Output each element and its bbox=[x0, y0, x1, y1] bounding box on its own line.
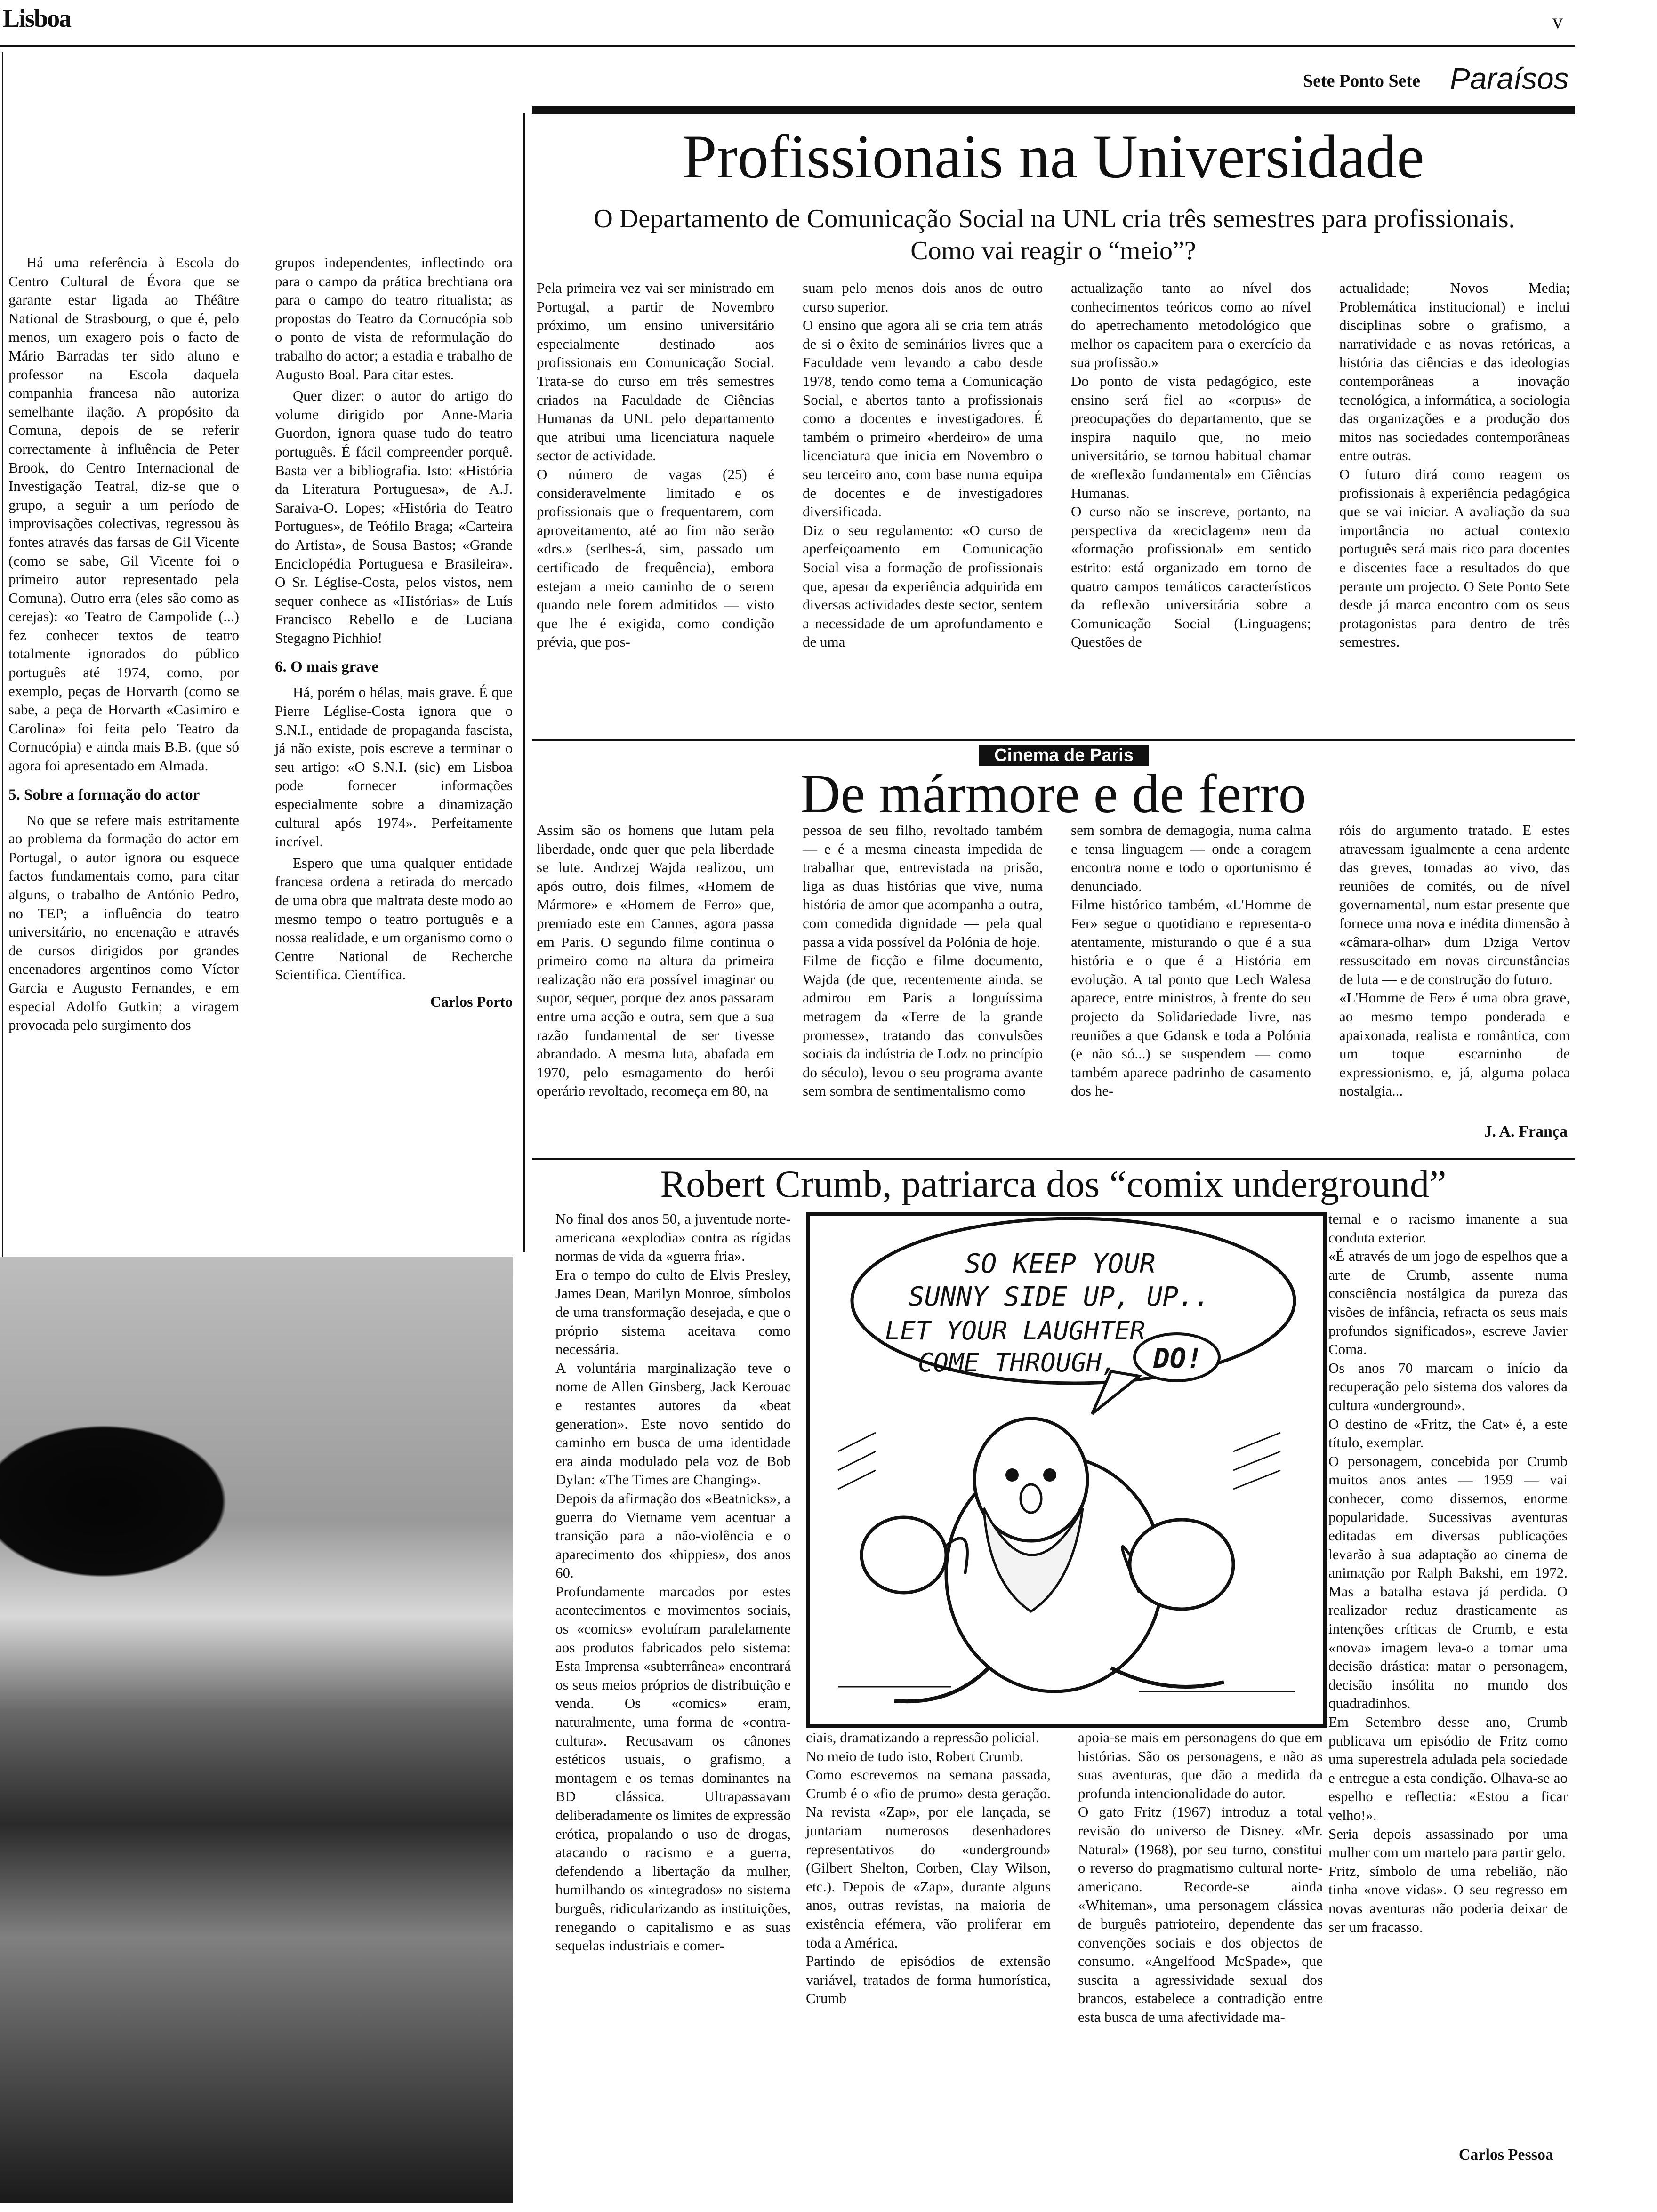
article2-col1: Assim são os homens que lutam pela liberdade, onde quer que pela liberdade se lute. Andrzej Wajda realizou, um após outro, dois filmes, «Homem de Mármore» e «Homem de Ferro» que, premiado este em Cannes, agora passa em Paris. O segundo filme continua o primeiro como na altura da primeira realização não era possível imaginar ou supor, sequer, porque dez anos passaram entre uma acção e outra, sem que a sua razão fundamental de ser tivesse abrandado. A mesma luta, abafada em 1970, pelo esmagamento do herói operário revoltado, recomeça em 80, na bbox=[537, 822, 774, 1099]
article2-title: De mármore e de ferro bbox=[800, 763, 1306, 825]
paragraph: No que se refere mais estritamente ao problema da formação do actor em Portugal, o autor ignora ou esquece factos fundamentais como, para citar alguns, o trabalho de António Pedro, no TEP; a influência do teatro universitário, no encenação e através de cursos dirigidos por grandes encenadores argentinos como Víctor Garcia e Augusto Fernandes, e em especial Adolfo Gutkin; a viragem provocada pelo surgimento dos bbox=[8, 811, 239, 1034]
crumb-comic-panel bbox=[806, 1212, 1327, 1728]
paragraph: Quer dizer: o autor do artigo do volume dirigido por Anne-Maria Guordon, ignora quase tudo do teatro português. É fácil compreender porquê. Basta ver a bibliografia. Isto: «História da Literatura Portuguesa», de A.J. Saraiva-O. Lopes; «História do Teatro Portugues», de Teófilo Braga; «Carteira do Artista», de Sousa Bastos; «Grande Enciclopédia Portuguesa e Brasileira». O Sr. Léglise-Costa, pelos vistos, nem sequer conhece as «Histórias» de Luís Francisco Rebello e de Luciana Stegagno Pichhio! bbox=[275, 387, 513, 646]
article2-byline: J. A. França bbox=[1484, 1123, 1568, 1140]
article1-bottom-rule bbox=[532, 739, 1575, 741]
article2-col2: pessoa de seu filho, revoltado também — e é a mesma cineasta impedida de trabalhar que, entrevistada na prisão, liga as duas histórias que vive, numa história de amor que acompanha a outra, com comedida dignidade — pela qual passa a vida possível da Polónia de hoje. Filme de ficção e filme documento, Wajda (de que, recentemente ainda, se admirou em Paris a longuíssima metragem da «Terre de la grande promesse», tratando das convulsões sociais da indústria de Lodz no princípio do século), levou o seu programa avante sem sombra de sentimentalismo como bbox=[803, 822, 1043, 1099]
article3-col3: apoia-se mais em personagens do que em histórias. São os personagens, e não as suas aventuras, que dão a medida da profunda intencionalidade do autor. O gato Fritz (1967) introduz a total revisão do universo de Disney. «Mr. Natural» (1968), por seu turno, constitui o reverso do pragmatismo cultural norte-americano. Recorde-se ainda «Whiteman», uma personagem clássica de burguês patrioteiro, dependente das convenções sociais e dos objectos de consumo. «Angelfood McSpade», que suscita a agressividade sexual dos brancos, estabelece a contradição entre esta busca de uma afectividade ma- bbox=[1078, 1729, 1323, 2025]
header-rule bbox=[0, 45, 1575, 47]
section-name: Paraísos bbox=[1450, 62, 1569, 96]
article3-col1: No final dos anos 50, a juventude norte-americana «explodia» contra as rígidas normas de vida da «guerra fria». Era o tempo do culto de Elvis Presley, James Dean, Marilyn Monroe, símbolos de uma transformação desejada, e que o próprio sistema aceitava como necessária. A voluntária marginalização teve o nome de Allen Ginsberg, Jack Kerouac e restantes autores da «beat generation». Este novo sentido do caminho em busca de uma identidade era ainda modulado pela voz de Bob Dylan: «The Times are Changing». Depois da afirmação dos «Beatnicks», a guerra do Vietname vem acentuar a transição para a não-violência e o aparecimento dos «hippies», dos anos 60. Profundamente marcados por estes acontecimentos e movimentos sociais, os «comics» evoluíram paralelamente aos produtos fabricados pelo sistema: Esta Imprensa «subterrânea» encontrará os seus meios próprios de distribuição e venda. Os «comics» eram, naturalmente, uma forma de «contra-cultura». Recusavam os cânones estéticos usuais, o grafismo, a montagem e os temas dominantes na BD clássica. Ultrapassavam deliberadamente os limites de expressão erótica, propalando o uso de drogas, atacando o racismo e a guerra, defendendo a libertação da mulher, humilhando os «integrados» no sistema burguês, ridicularizando as instituições, renegando o capitalismo e as suas sequelas industriais e comer- bbox=[555, 1210, 791, 1954]
paragraph: Espero que uma qualquer entidade francesa ordena a retirada do mercado de uma obra que maltrata deste modo ao mesmo tempo o teatro português e a nossa realidade, e um organismo como o Centre National de Recherche Scientifica. Científica. bbox=[275, 854, 513, 983]
sculpture-photo bbox=[0, 1257, 513, 2203]
supplement-name: Sete Ponto Sete bbox=[1303, 71, 1421, 91]
section-heading: 6. O mais grave bbox=[275, 658, 378, 676]
article1-col1: Pela primeira vez vai ser ministrado em Portugal, a partir de Novembro próximo, um ensino universitário especialmente destinado aos profissionais em Comunicação Social. Trata-se do curso em três semestres criados na Faculdade de Ciências Humanas da UNL pelo departamento que atribui uma licenciatura naquele sector de actividade. O número de vagas (25) é consideravelmente limitado e os profissionais que o frequentarem, com aproveitamento, até ao fim não serão «drs.» (serlhes-á, sim, passado um certificado de frequência), embora estejam a meio caminho de o serem quando nele forem admitidos — visto que lhe é exigida, como condição prévia, que pos- bbox=[537, 280, 774, 650]
article1-subtitle-1: O Departamento de Comunicação Social na UNL cria três semestres para profissionais. bbox=[594, 204, 1515, 233]
masthead-city: Lisboa bbox=[3, 4, 71, 32]
left-column-divider bbox=[523, 113, 525, 1252]
article3-col4: ternal e o racismo imanente a sua conduta exterior. «É através de um jogo de espelhos que a arte de Crumb, assente numa consciência nostálgica da pureza das visões de infância, refracta os seus mais profundos significados», escreve Javier Coma. Os anos 70 marcam o início da recuperação pelo sistema dos valores da cultura «underground». O destino de «Fritz, the Cat» é, a este título, exemplar. O personagem, concebida por Crumb muitos anos antes — 1959 — vai conhecer, como dissemos, enorme popularidade. Sucessivas aventuras editadas em diversas publicações levarão à sua adaptação ao cinema de animação por Ralph Bakshi, em 1972. Mas a batalha estava já perdida. O realizador reduz drasticamente as intenções críticas de Crumb, e esta «nova» imagem leva-o a tomar uma decisão drástica: matar o personagem, decisão insólita no mundo dos quadradinhos. Em Setembro desse ano, Crumb publicava um episódio de Fritz como uma superestrela adulada pela sociedade e entregue a esta condição. Olhava-se ao espelho e reflectia: «Estou a ficar velho!». Seria depois assassinado por uma mulher com um martelo para partir gelo. Fritz, símbolo de uma rebelião, não tinha «nove vidas». O seu regresso em novas aventuras não poderia deixar de ser um fracasso. bbox=[1328, 1210, 1568, 1935]
article1-subtitle-2: Como vai reagir o “meio”? bbox=[910, 236, 1196, 265]
paragraph: Há, porém o hélas, mais grave. É que Pierre Léglise-Costa ignora que o S.N.I., entidade de propaganda fascista, já não existe, pois escreve a terminar o seu artigo: «O S.N.I. (sic) em Lisboa pode fornecer informações especialmente sobre a dinamização cultural após 1974». Perfeitamente incrível. bbox=[275, 684, 513, 850]
section-heading: 5. Sobre a formação do actor bbox=[8, 786, 200, 803]
article1-col2: suam pelo menos dois anos de outro curso superior. O ensino que agora ali se cria tem atrás de si o êxito de seminários livres que a Faculdade vem levando a cabo desde 1978, tendo como tema a Comunicação Social, e abertos tanto a profissionais como a docentes e investigadores. É também o primeiro «herdeiro» de uma licenciatura que inicia em Novembro o seu terceiro ano, com base numa equipa de docentes e de investigadores diversificada. Diz o seu regulamento: «O curso de aperfeiçoamento em Comunicação Social visa a formação de profissionais que, apesar da experiência adquirida em diversas actividades deste sector, sentem a necessidade de um aprofundamento e de uma bbox=[803, 280, 1043, 650]
paragraph: Há uma referência à Escola do Centro Cultural de Évora que se garante estar ligada ao Théâtre National de Strasbourg, o que é, pelo menos, um exagero pois o facto de Mário Barradas ter sido aluno e professor na Escola daquela companhia francesa não autoriza semelhante ilação. A propósito da Comuna, depois de se referir correctamente à influência de Peter Brook, do Centro Internacional de Investigação Teatral, diz-se que o grupo, a seguir a um período de improvisações colectivas, regressou às fontes através das farsas de Gil Vicente (como se sabe, Gil Vicente foi o primeiro autor representado pela Comuna). Outro erra (eles são como as cerejas): «o Teatro de Campolide (...) fez conhecer textos de teatro totalmente ignorados do público português até 1974, como, por exemplo, peças de Horvarth (como se sabe, a peça de Horvarth «Casimiro e Carolina» foi feita pelo Teatro da Cornucópia) e ainda mais B.B. (que só agora foi apresentado em Almada. bbox=[8, 254, 239, 774]
comic-balloon-line-3: LET YOUR LAUGHTER bbox=[885, 1316, 1145, 1346]
left-article-col2 bbox=[275, 253, 513, 1011]
paragraph: grupos independentes, inflectindo ora para o campo da prática brechtiana ora para o campo do teatro ritualista; as propostas do Teatro da Cornucópia sob o ponto de vista de reformulação do trabalho do actor; a estadia e trabalho de Augusto Boal. Para citar estes. bbox=[275, 254, 513, 383]
byline: Carlos Porto bbox=[430, 993, 513, 1010]
section-rule bbox=[532, 106, 1575, 114]
left-article-col1 bbox=[8, 253, 239, 1037]
comic-drawing bbox=[810, 1216, 1323, 1724]
article2-col3: sem sombra de demagogia, numa calma e tensa linguagem — onde a coragem encontra nome e todo o oportunismo é denunciado. Filme histórico também, «L'Homme de Fer» segue o quotidiano e representa-o atentamente, misturando o que é a sua história e o que é a História em evolução. A tal ponto que Lech Walesa aparece, entre ministros, à frente do seu projecto da Solidariedade livre, nas reuniões a que Gdansk e toda a Polónia (e não só...) se suspendem — como também aparece padrinho de casamento dos he- bbox=[1071, 822, 1311, 1099]
article2-col4: róis do argumento tratado. E estes atravessam igualmente a cena ardente das greves, tomadas ao vivo, das reuniões de comités, ou de nível governamental, num estar presente que fornece uma nova e inédita dimensão à «câmara-olhar» dum Dziga Vertov ressuscitado em novas circunstâncias de luta — e de construção do futuro. «L'Homme de Fer» é uma obra grave, ao mesmo tempo ponderada e apaixonada, realista e romântica, com um toque escarninho de expressionismo, e, já, alguma polaca nostalgia... bbox=[1339, 822, 1570, 1099]
comic-balloon-line-2: SUNNY SIDE UP, UP.. bbox=[909, 1282, 1210, 1312]
comic-balloon-line-4: COME THROUGH, bbox=[918, 1348, 1117, 1378]
article2-bottom-rule bbox=[532, 1158, 1575, 1160]
article1-col3: actualização tanto ao nível dos conhecimentos teóricos como ao nível do apetrechamento metodológico que melhor os capacitem para o exercício da sua profissão.» Do ponto de vista pedagógico, este ensino será fiel ao «corpus» de preocupações do departamento, que se inspira naquilo que, no meio universitário, se tornou habitual chamar de «reflexão fundamental» em Ciências Humanas. O curso não se inscreve, portanto, na perspectiva da «reciclagem» nem da «formação profissional» em sentido estrito: está organizado em torno de quatro campos temáticos característicos da reflexão universitária sobre a Comunicação Social (Linguagens; Questões de bbox=[1071, 280, 1311, 650]
article3-byline: Carlos Pessoa bbox=[1458, 2146, 1553, 2164]
comic-balloon-line-5: DO! bbox=[1153, 1342, 1203, 1374]
article2-kicker-text: Cinema de Paris bbox=[994, 745, 1134, 765]
article1-title: Profissionais na Universidade bbox=[682, 122, 1424, 191]
article3-title: Robert Crumb, patriarca dos “comix underground” bbox=[660, 1162, 1447, 1205]
article1-col4: actualidade; Novos Media; Problemática institucional) e inclui disciplinas sobre o grafismo, a narratividade e as novas retóricas, a história das ciências e das ideologias contemporâneas a inovação tecnológica, a informática, a sociologia das organizações e a produção dos mitos nas sociedades contemporâneas entre outras. O futuro dirá como reagem os profissionais à experiência pedagógica que se vai iniciar. A avaliação da sua importância no actual contexto português será mais rico para docentes e discentes face a resultados do que perante um projecto. O Sete Ponto Sete desde já marca encontro com os seus protagonistas para dentro de três semestres. bbox=[1339, 280, 1570, 650]
article3-col2: ciais, dramatizando a repressão policial. No meio de tudo isto, Robert Crumb. Como escrevemos na semana passada, Crumb é o «fio de prumo» desta geração. Na revista «Zap», por ele lançada, se juntariam numerosos desenhadores representativos do «underground» (Gilbert Shelton, Corben, Clay Wilson, etc.). Depois de «Zap», durante alguns anos, outras revistas, na maioria de existência efémera, vão proliferar em toda a América. Partindo de episódios de extensão variável, tratados de forma humorística, Crumb bbox=[806, 1729, 1051, 2007]
page-letter: v bbox=[1552, 10, 1563, 33]
comic-balloon-line-1: SO KEEP YOUR bbox=[965, 1249, 1156, 1279]
